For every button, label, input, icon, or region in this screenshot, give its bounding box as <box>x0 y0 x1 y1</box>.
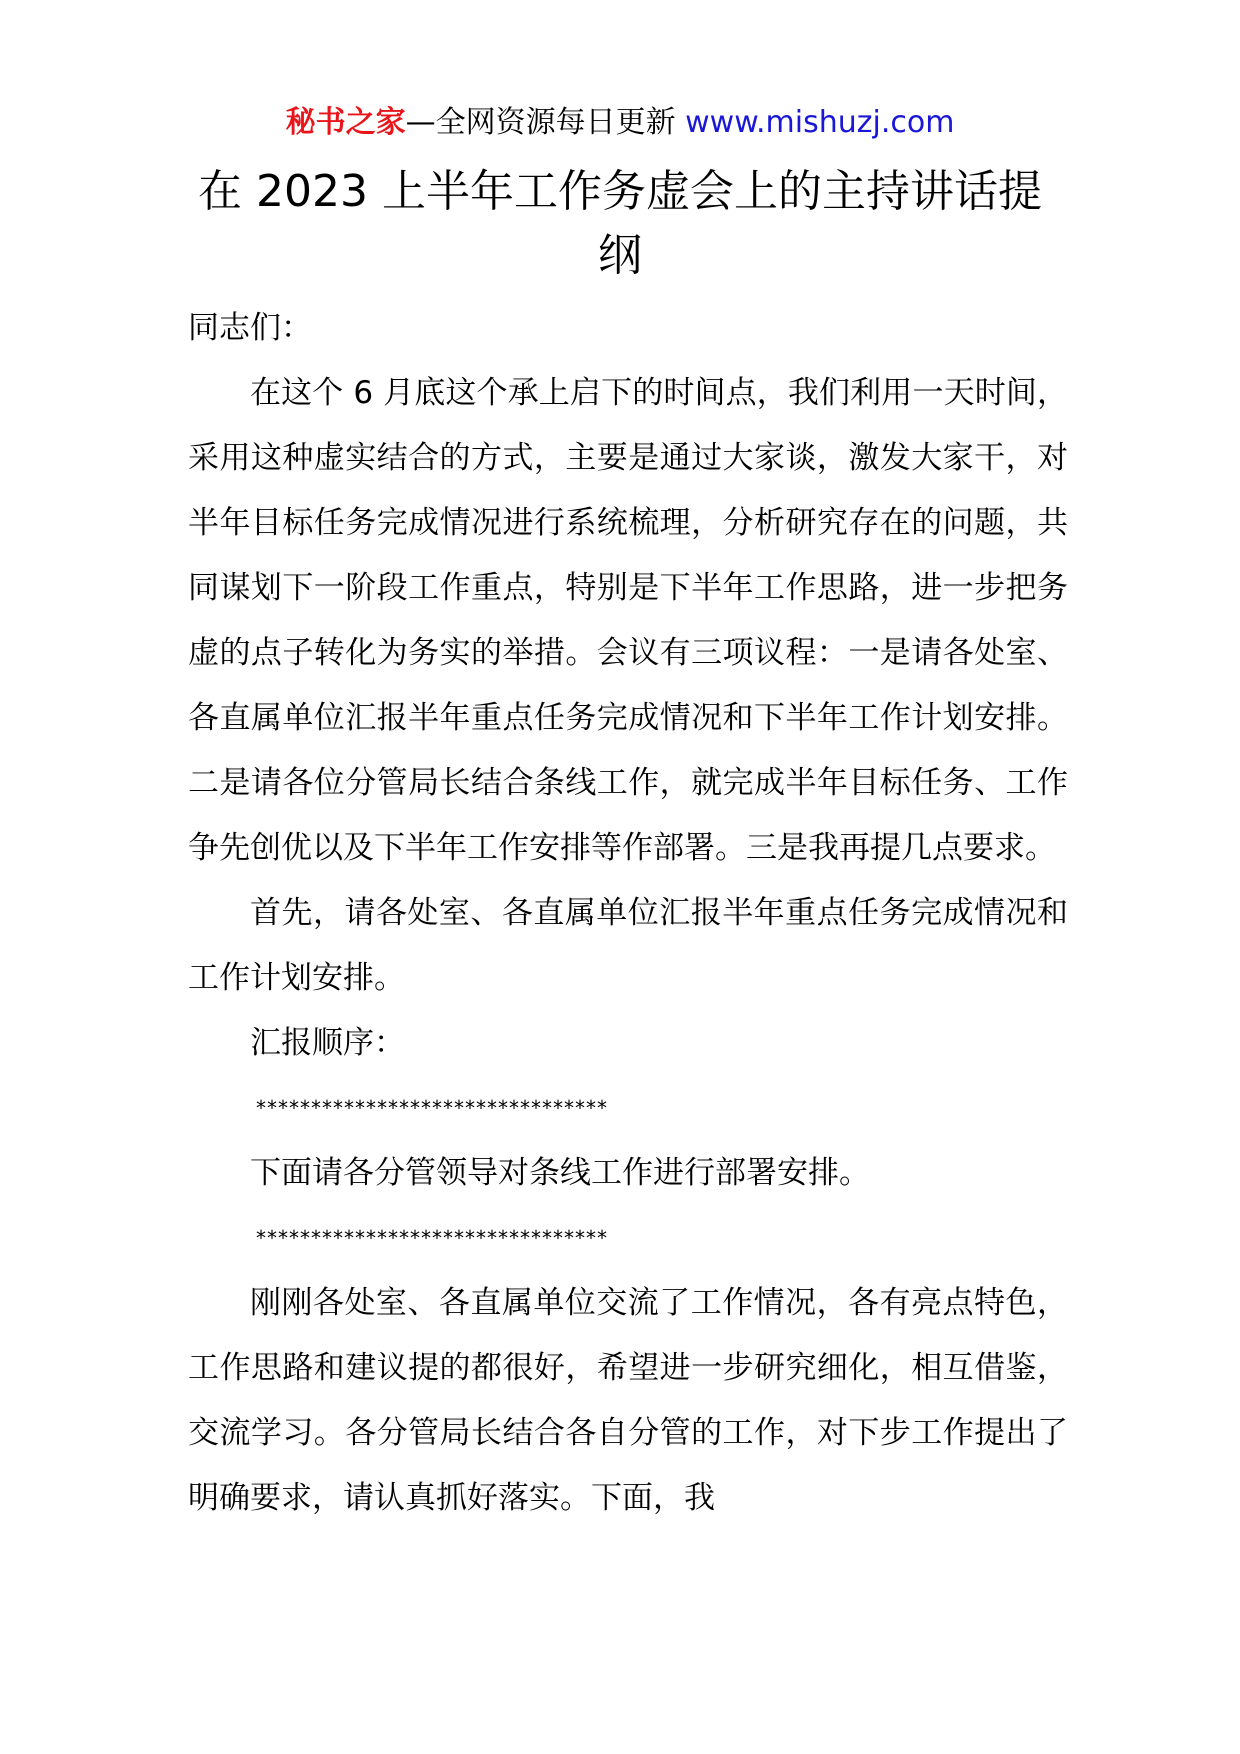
paragraph-report-order: 汇报顺序： <box>250 1025 405 1061</box>
site-url-link[interactable]: www.mishuzj.com <box>685 105 955 140</box>
banner-slogan: —全网资源每日更新 <box>405 105 676 140</box>
paragraph-intro: 在这个 6 月底这个承上启下的时间点，我们利用一天时间，采用这种虚实结合的方式，主要是通过大家谈，激发大家干，对半年目标任务完成情况进行系统梳理，分析研究存在的问题，共同谋划下一阶段工作重点，特别是下半年工作思路，进一步把务虚的点子转化为务实的举措。会议有三项议程：一是请各处室、各直属单位汇报半年重点任务完成情况和下半年工作计划安排。二是请各位分管局长结合条线工作，就完成半年目标任务、工作争先创优以及下半年工作安排等作部署。三是我再提几点要求。 <box>188 375 1068 866</box>
salutation: 同志们： <box>188 310 312 346</box>
separator-asterisks: ******************************** <box>256 1226 608 1250</box>
document-body <box>188 296 1068 1531</box>
paragraph-first-item: 首先，请各处室、各直属单位汇报半年重点任务完成情况和工作计划安排。 <box>188 895 1068 996</box>
brand-name: 秘书之家 <box>285 105 406 140</box>
document-title: 在 2023 上半年工作务虚会上的主持讲话提纲 <box>198 166 1042 281</box>
separator-asterisks: ******************************** <box>256 1096 608 1120</box>
header-banner <box>0 100 1240 146</box>
paragraph-summary: 刚刚各处室、各直属单位交流了工作情况，各有亮点特色，工作思路和建议提的都很好，希望进一步研究细化，相互借鉴，交流学习。各分管局长结合各自分管的工作，对下步工作提出了明确要求，请认真抓好落实。下面，我 <box>188 1285 1068 1516</box>
paragraph-leaders-deploy: 下面请各分管领导对条线工作进行部署安排。 <box>250 1155 870 1191</box>
